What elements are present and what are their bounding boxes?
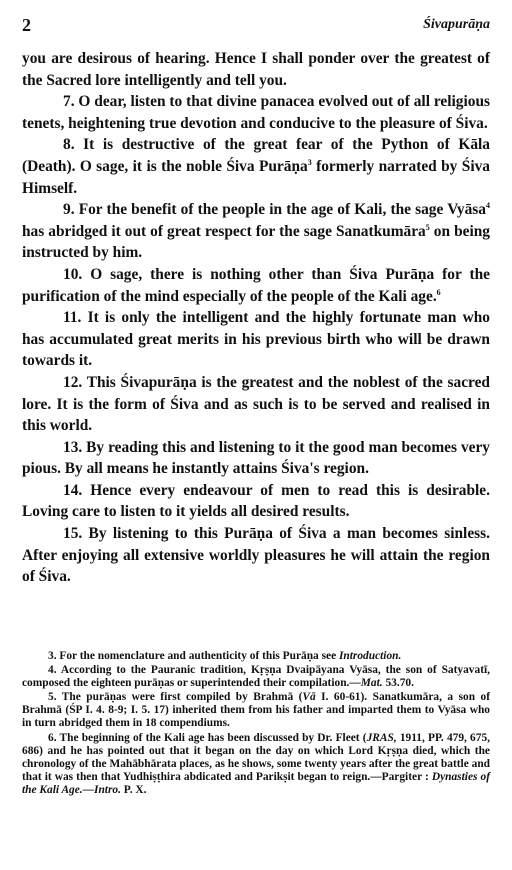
- verse-9-text-end: on being instructed by him.: [22, 222, 490, 262]
- verse-9-text: 9. For the benefit of the people in the age of Kali, the sage Vyāsa: [63, 201, 486, 219]
- footnote-ref-6: 6: [436, 287, 441, 297]
- footnote-4: [22, 664, 490, 690]
- footnote-5: [22, 691, 490, 730]
- verse-7: 7. O dear, listen to that divine panacea evolved out of all religious tenets, heightening true devotion and conducive to the pleasure of Śiva.: [22, 93, 490, 132]
- footnote-5-text-end: I. 4. 8-9; I. 5. 17) inherited them from his father and imparted them to Vyāsa who in turn abridged them in 18 compendiums.: [22, 704, 490, 730]
- footnote-3-text: 3. For the nomenclature and authenticity of this Purāṇa see: [48, 650, 339, 662]
- paragraph-continuation: you are desirous of hearing. Hence I shall ponder over the greatest of the Sacred lore intelligently and tell you.: [22, 50, 490, 89]
- verse-12: 12. This Śivapurāṇa is the greatest and the noblest of the sacred lore. It is the form of Śiva and as such is to be served and realised in this world.: [22, 373, 490, 435]
- footnotes: [22, 650, 490, 798]
- footnote-4-source: Mat.: [360, 677, 383, 690]
- running-head: Śivapurāṇa: [423, 17, 490, 32]
- footnote-6-text-mid: 1911, PP. 479, 675, 686) and he has pointed out that it began on the day on which Lord Kṛṣṇa died, which the chronology of the Mahābhārata places, as he shows, some twenty years after the great battle and that it was then that Yudhiṣṭhira abdicated and Parikṣit began to reign.—: [22, 731, 490, 783]
- footnote-ref-5: 5: [425, 222, 430, 232]
- verse-9: [22, 199, 490, 264]
- verse-11: 11. It is only the intelligent and the highly fortunate man who has accumulated great merits in his previous birth who will be drawn towards it.: [22, 309, 490, 370]
- verse-10: [22, 264, 490, 307]
- footnote-6-journal: JRAS,: [366, 731, 397, 744]
- footnote-6-author: Pargiter :: [381, 770, 432, 783]
- footnote-4-ref: 53.70.: [382, 677, 414, 690]
- main-text: [22, 48, 490, 588]
- page-number: 2: [22, 15, 31, 35]
- footnote-6-book: Dynasties of the Kali Age.—Intro.: [22, 770, 490, 796]
- footnote-4-text: 4. According to the Pauranic tradition, Kṛṣṇa Dvaipāyana Vyāsa, the son of Satyavatī, composed the eighteen purāṇas or superintended their compilation.—: [22, 664, 490, 690]
- verse-15: 15. By listening to this Purāṇa of Śiva a man becomes sinless. After enjoying all extensive worldly pleasures he will attain the region of Śiva.: [22, 525, 490, 586]
- footnote-5-source-2: ŚP: [69, 704, 82, 717]
- verse-8-text: 8. It is destructive of the great fear of the Python of Kāla (Death). O sage, it is the noble Śiva Purāṇa: [22, 136, 490, 175]
- footnote-3: [22, 650, 490, 663]
- footnote-ref-3: 3: [307, 157, 312, 167]
- verse-14: 14. Hence every endeavour of men to read this is desirable. Loving care to listen to it yields all desired results.: [22, 481, 490, 521]
- verse-9-text-mid: has abridged it out of great respect for the sage Sanatkumāra: [22, 222, 426, 240]
- footnote-6-page: P. X.: [120, 783, 147, 796]
- footnote-ref-4: 4: [486, 201, 490, 211]
- footnote-6-text: 6. The beginning of the Kali age has been discussed by Dr. Fleet (: [48, 731, 367, 744]
- verse-10-text: 10. O sage, there is nothing other than Śiva Purāṇa for the purification of the mind especially of the people of the Kali age.: [22, 265, 490, 305]
- footnote-5-text: 5. The purāṇas were first compiled by Brahmā (: [48, 691, 303, 704]
- footnote-5-source-1: Vā: [302, 691, 316, 704]
- verse-8-text-end: formerly narrated by Śiva Himself.: [22, 157, 491, 197]
- verse-8: [22, 134, 490, 199]
- footnote-6: [22, 732, 490, 797]
- verse-13: 13. By reading this and listening to it the good man becomes very pious. By all means he instantly attains Śiva's region.: [22, 438, 490, 478]
- footnote-3-ref: Introduction.: [338, 650, 402, 662]
- page-header: [22, 15, 490, 37]
- footnote-5-text-mid: I. 60-61). Sanatkumāra, a son of Brahmā (: [22, 691, 490, 717]
